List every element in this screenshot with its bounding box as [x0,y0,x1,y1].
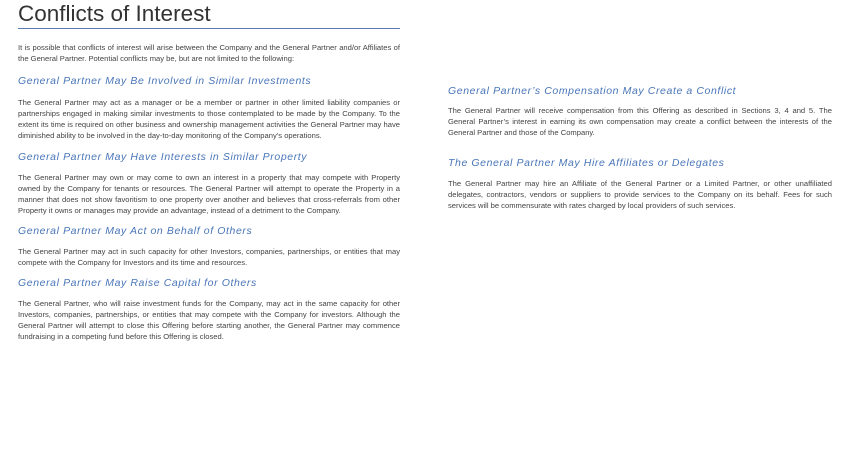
section-heading-compensation: General Partner’s Compensation May Create a Conflict [448,85,737,97]
right-column [448,0,832,212]
section-body-compensation: The General Partner will receive compensation from this Offering as described in Sections 3, 4 and 5. The General Partner’s interest in earning its own compensation may create a conflict between the interests of the General Partner and those of the Company. [448,106,832,138]
section-body-affiliates-delegates: The General Partner may hire an Affiliate of the General Partner or a Limited Partner, or other unaffiliated delegates, contractors, vendors or suppliers to provide services to the Company on its behalf. Fees for such services will be commensurate with rates charged by local providers of such services. [448,179,832,211]
section-body-raise-capital: The General Partner, who will raise investment funds for the Company, may act in the same capacity for other Investors, companies, partnerships, or entities that may compete with the Company for investors. Although the General Partner will attempt to close this Offering before starting another, the General Partner may commence fundraising in a competing fund before this Offering is closed. [18,299,400,342]
page-title: Conflicts of Interest [18,1,211,26]
section-heading-affiliates-delegates: The General Partner May Hire Affiliates or Delegates [448,157,725,170]
section-body-behalf-of-others: The General Partner may act in such capacity for other Investors, companies, partnerships, or entities that may compete with the Company for Investors and its time and resources. [18,246,400,268]
section-body-similar-investments: The General Partner may act as a manager or be a member or partner in other limited liability companies or partnerships engaged in making similar investments to those contemplated to be made by the Company. To the extent its time is required on other business and ownership management activities the General Partner may have diminished ability to be involved in the day-to-day monitoring of the Company’s operations. [18,98,400,141]
title-divider [18,28,400,29]
section-heading-similar-investments: General Partner May Be Involved in Similar Investments [18,75,312,88]
left-column [18,0,400,343]
intro-paragraph: It is possible that conflicts of interest will arise between the Company and the General Partner and/or Affiliates of the General Partner. Potential conflicts may be, but are not limited to the following: [18,43,400,64]
section-heading-raise-capital: General Partner May Raise Capital for Others [18,277,257,290]
section-heading-behalf-of-others: General Partner May Act on Behalf of Others [18,224,253,237]
section-body-similar-property: The General Partner may own or may come to own an interest in a property that may compete with Property owned by the Company for tenants or resources. The General Partner will attempt to operate the Property in a manner that does not show favoritism to one property over another and believes that cross-referrals from other Property it owns or manages may provide an advantage, instead of a detriment to the Company. [18,172,400,215]
section-heading-similar-property: General Partner May Have Interests in Similar Property [18,150,308,163]
